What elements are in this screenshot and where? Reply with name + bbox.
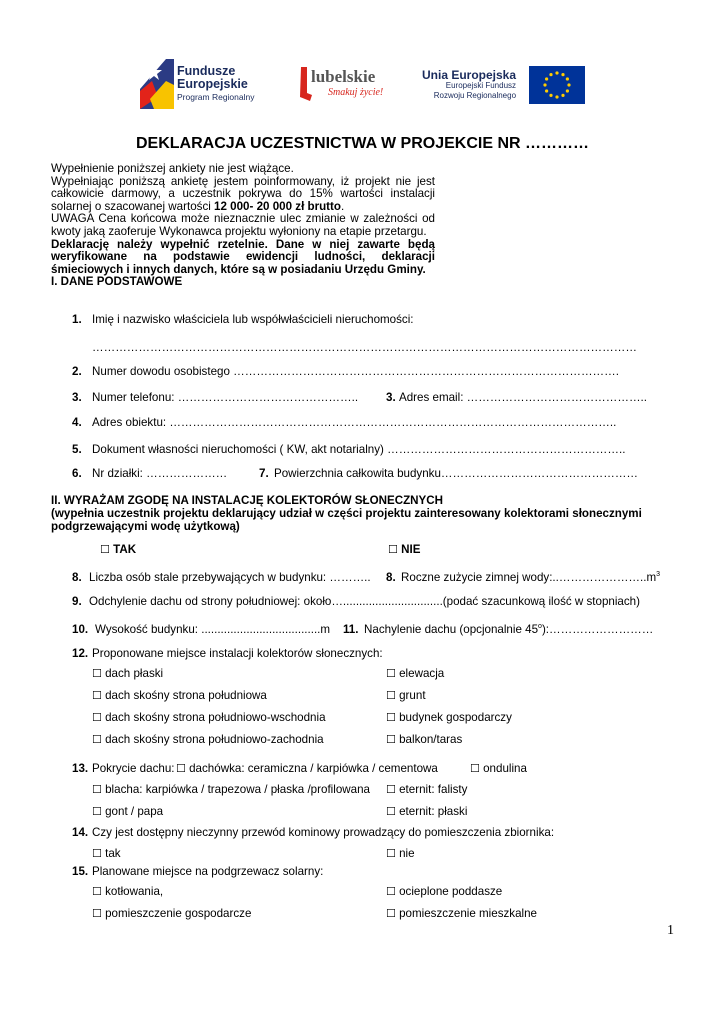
- q13-option[interactable]: [176, 762, 438, 775]
- checkbox-icon: ☐: [386, 783, 396, 796]
- q5-number: 5.: [72, 443, 82, 456]
- q13-option-label: eternit: falisty: [399, 783, 468, 796]
- q13-label: Pokrycie dachu:: [92, 762, 175, 775]
- intro-p3: UWAGA Cena końcowa może nieznacznie ulec zmianie w zależności od kwoty jaką zaoferuje Wykonawca projektu wyłoniony na etapie przetargu.: [51, 212, 435, 238]
- nie-checkbox-icon: ☐: [388, 543, 398, 556]
- eu-star-icon: [543, 83, 546, 86]
- eu-star-icon: [545, 77, 548, 80]
- q12-option-label: dach skośny strona południowa: [105, 689, 267, 702]
- q8-number: 8.: [72, 571, 82, 584]
- q11-label: Nachylenie dachu (opcjonalnie 45: [364, 623, 539, 636]
- q13-option[interactable]: [386, 805, 467, 818]
- q11-slope-field[interactable]: [364, 623, 653, 636]
- checkbox-icon: ☐: [92, 733, 102, 746]
- eu-star-icon: [561, 94, 564, 97]
- q14-option-label: nie: [399, 847, 415, 860]
- checkbox-icon: ☐: [386, 907, 396, 920]
- page-number: 1: [667, 923, 674, 938]
- lubelskie-l-icon: [298, 65, 312, 101]
- q14-number: 14.: [72, 826, 89, 839]
- q15-option[interactable]: [92, 907, 251, 920]
- eu-star-icon: [561, 73, 564, 76]
- checkbox-icon: ☐: [386, 733, 396, 746]
- q12-option-label: budynek gospodarczy: [399, 711, 512, 724]
- q13-option-label: blacha: karpiówka / trapezowa / płaska /profilowana: [105, 783, 370, 796]
- q15-label: Planowane miejsce na podgrzewacz solarny:: [92, 865, 324, 878]
- q8b-water-field[interactable]: [401, 571, 660, 584]
- q7-area-field[interactable]: Powierzchnia całkowita budynku……………………………………………: [274, 467, 639, 480]
- q12-option-label: balkon/taras: [399, 733, 463, 746]
- page-title: DEKLARACJA UCZESTNICTWA W PROJEKCIE NR …………: [135, 135, 590, 152]
- q10-number: 10.: [72, 623, 89, 636]
- q12-option-label: dach skośny strona południowo-zachodnia: [105, 733, 324, 746]
- q9-number: 9.: [72, 595, 82, 608]
- eu-flag-icon: [529, 66, 585, 104]
- nie-label: NIE: [401, 543, 421, 556]
- intro-p1: Wypełnienie poniższej ankiety nie jest wiążące.: [51, 162, 294, 175]
- checkbox-icon: ☐: [92, 907, 102, 920]
- lubelskie-name: lubelskie: [311, 67, 376, 86]
- checkbox-icon: ☐: [92, 783, 102, 796]
- q15-option-label: kotłowania,: [105, 885, 164, 898]
- q12-option[interactable]: [92, 711, 326, 724]
- eu-star-icon: [555, 71, 558, 74]
- eu-star-icon: [555, 95, 558, 98]
- q1-number: 1.: [72, 313, 82, 326]
- q12-option-label: dach skośny strona południowo-wschodnia: [105, 711, 326, 724]
- q7-number: 7.: [259, 467, 269, 480]
- intro-p2a: Wypełniając poniższą ankietę jestem poinformowany, iż projekt nie jest całkowicie darmowy, a uczestnik pokrywa do 15% wartości instalacji solarnej o szacowanej wartości: [51, 174, 435, 213]
- q12-option[interactable]: [386, 667, 444, 680]
- eu-star-icon: [566, 77, 569, 80]
- q14-option-label: tak: [105, 847, 121, 860]
- eu-star-icon: [549, 94, 552, 97]
- q10-height-field[interactable]: Wysokość budynku: .....................................m: [95, 623, 331, 636]
- eu-star-icon: [549, 73, 552, 76]
- checkbox-icon: ☐: [386, 805, 396, 818]
- q12-option[interactable]: [92, 689, 267, 702]
- q11-sup: o: [538, 623, 542, 631]
- checkbox-icon: ☐: [92, 885, 102, 898]
- q13-option-label: eternit: płaski: [399, 805, 468, 818]
- fundusze-europejskie-text: [177, 65, 254, 104]
- q11-number: 11.: [343, 623, 359, 636]
- q12-option[interactable]: [92, 733, 324, 746]
- checkbox-icon: ☐: [176, 762, 186, 775]
- q13-option-label: dachówka: ceramiczna / karpiówka / cementowa: [189, 762, 438, 775]
- checkbox-icon: ☐: [470, 762, 480, 775]
- q12-number: 12.: [72, 647, 89, 660]
- q5-ownership-field[interactable]: Dokument własności nieruchomości ( KW, akt notarialny) ……………………………………………………..: [92, 443, 626, 456]
- checkbox-icon: ☐: [386, 667, 396, 680]
- logo-bar: [140, 55, 590, 115]
- checkbox-icon: ☐: [92, 847, 102, 860]
- q14-label: Czy jest dostępny nieczynny przewód kominowy prowadzący do pomieszczenia zbiornika:: [92, 826, 555, 839]
- q12-option-label: elewacja: [399, 667, 445, 680]
- q12-option[interactable]: [386, 689, 426, 702]
- q13-option[interactable]: [92, 783, 370, 796]
- q15-option-label: ocieplone poddasze: [399, 885, 503, 898]
- q15-option-label: pomieszczenie mieszkalne: [399, 907, 538, 920]
- q3b-email-field[interactable]: Adres email: ………………………………………..: [399, 391, 648, 404]
- q13-option-label: ondulina: [483, 762, 527, 775]
- q15-option[interactable]: [386, 907, 537, 920]
- q8b-sup: 3: [656, 571, 661, 579]
- checkbox-icon: ☐: [92, 667, 102, 680]
- fe-line3: Program Regionalny: [177, 92, 255, 102]
- q13-number: 13.: [72, 762, 89, 775]
- q3b-number: 3.: [386, 391, 396, 404]
- fe-line2: Europejskie: [177, 77, 248, 91]
- q15-option[interactable]: [92, 885, 163, 898]
- q3-number: 3.: [72, 391, 82, 404]
- tak-label: TAK: [113, 543, 137, 556]
- tak-checkbox-icon: ☐: [100, 543, 110, 556]
- q12-label: Proponowane miejsce instalacji kolektorów słonecznych:: [92, 647, 383, 660]
- intro-text: [51, 163, 435, 289]
- q15-option[interactable]: [386, 885, 502, 898]
- q8-persons-field[interactable]: Liczba osób stale przebywających w budynku: ………..: [89, 571, 371, 584]
- q2-id-number-field[interactable]: Numer dowodu osobistego ……………………………………………………………………………………….: [92, 365, 619, 378]
- q15-number: 15.: [72, 865, 89, 878]
- fundusze-europejskie-logo-icon: [140, 59, 174, 109]
- tak-option[interactable]: [100, 543, 136, 556]
- checkbox-icon: ☐: [386, 711, 396, 724]
- q13-option-label: gont / papa: [105, 805, 164, 818]
- intro-p2: [51, 176, 435, 214]
- nie-option[interactable]: [388, 543, 420, 556]
- q9-orientation-field[interactable]: Odchylenie dachu od strony południowej: około…...............................(podać szacunkową ilość w stopniach): [89, 595, 640, 608]
- q12-option[interactable]: [92, 667, 163, 680]
- checkbox-icon: ☐: [92, 689, 102, 702]
- eu-star-icon: [567, 83, 570, 86]
- checkbox-icon: ☐: [386, 885, 396, 898]
- ue-line1: Unia Europejska: [422, 68, 517, 82]
- q13-option[interactable]: [470, 762, 527, 775]
- q3-phone-field[interactable]: Numer telefonu: ………………………………………..: [92, 391, 359, 404]
- q13-option[interactable]: [386, 783, 467, 796]
- checkbox-icon: ☐: [92, 711, 102, 724]
- checkbox-icon: ☐: [386, 847, 396, 860]
- q1-answer-line[interactable]: ……………………………………………………………………………………………………………………………: [92, 341, 637, 354]
- q13-option[interactable]: [92, 805, 163, 818]
- q4-number: 4.: [72, 416, 82, 429]
- checkbox-icon: ☐: [386, 689, 396, 702]
- q12-option-label: dach płaski: [105, 667, 164, 680]
- section2-heading: II. WYRAŻAM ZGODĘ NA INSTALACJĘ KOLEKTORÓW SŁONECZNYCH: [51, 494, 444, 507]
- intro-p2b: 12 000- 20 000 zł brutto: [214, 199, 341, 213]
- ue-line2: Europejski Fundusz: [445, 81, 517, 90]
- eu-star-icon: [545, 89, 548, 92]
- eu-star-icon: [566, 89, 569, 92]
- intro-p4: Deklarację należy wypełnić rzetelnie. Dane w niej zawarte będą weryfikowane na podstawie ewidencji ludności, deklaracji śmieciowych i innych danych, które są w posiadaniu Urzędu Gminy.: [51, 237, 435, 276]
- checkbox-icon: ☐: [92, 805, 102, 818]
- q12-option[interactable]: [386, 733, 462, 746]
- intro-p2c: .: [341, 199, 345, 213]
- q6-plot-field[interactable]: Nr działki: …………………: [92, 467, 228, 480]
- ue-line3: Rozwoju Regionalnego: [433, 91, 517, 100]
- q1-label: Imię i nazwisko właściciela lub współwłaścicieli nieruchomości:: [92, 313, 414, 326]
- q6-number: 6.: [72, 467, 82, 480]
- q15-option-label: pomieszczenie gospodarcze: [105, 907, 252, 920]
- q12-option[interactable]: [386, 711, 512, 724]
- section1-heading: I. DANE PODSTAWOWE: [51, 275, 183, 289]
- q2-number: 2.: [72, 365, 82, 378]
- q8b-number: 8.: [386, 571, 396, 584]
- q4-address-field[interactable]: Adres obiektu: ……………………………………………………………………………………………………..: [92, 416, 617, 429]
- section2-subheading: (wypełnia uczestnik projektu deklarujący udział w części projektu zainteresowany kolektorami słonecznymi podgrzewającymi wodę użytkową): [51, 507, 642, 533]
- unia-europejska-text: [422, 69, 516, 101]
- q12-option-label: grunt: [399, 689, 426, 702]
- q11-tail: ):………………………: [541, 623, 654, 636]
- fe-line1: Fundusze: [177, 64, 236, 78]
- q14-option[interactable]: [92, 847, 121, 860]
- q14-option[interactable]: [386, 847, 415, 860]
- q8b-label: Roczne zużycie zimnej wody:..…………………..m: [401, 571, 657, 584]
- lubelskie-slogan: Smakuj życie!: [328, 87, 384, 98]
